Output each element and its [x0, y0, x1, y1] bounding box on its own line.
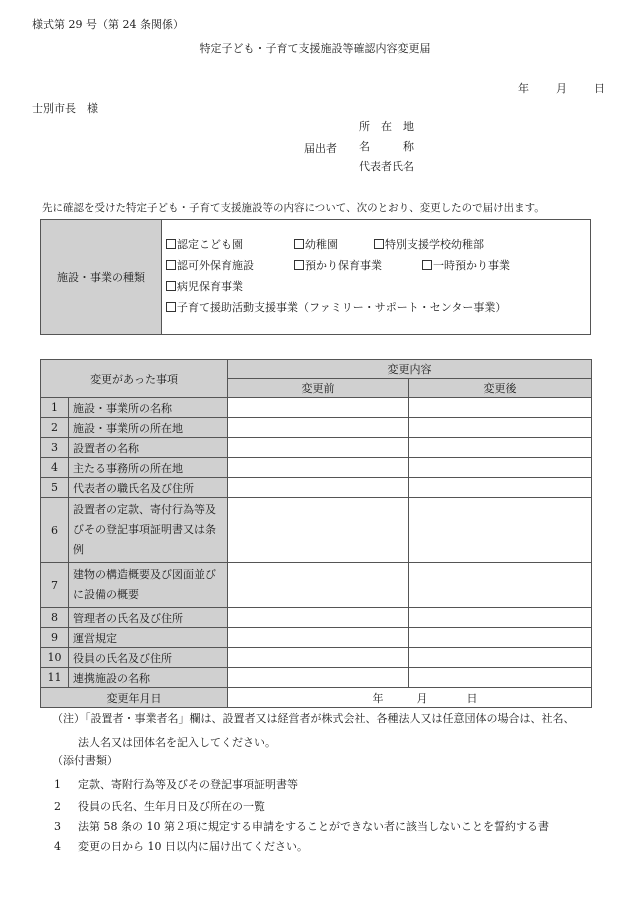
checkbox-icon	[374, 239, 384, 249]
row-number: 2	[41, 418, 69, 438]
option-label: 幼稚園	[305, 238, 338, 251]
after-cell[interactable]	[409, 458, 592, 478]
after-cell[interactable]	[409, 668, 592, 688]
column-header-after: 変更後	[409, 379, 592, 398]
row-number: 6	[41, 498, 69, 563]
option-label: 認定こども園	[177, 238, 243, 251]
attachment-number: 1	[54, 778, 61, 791]
row-number: 7	[41, 563, 69, 608]
row-item: 施設・事業所の名称	[69, 398, 228, 418]
facility-options	[162, 220, 590, 334]
row-number: 8	[41, 608, 69, 628]
attachment-item	[54, 798, 265, 814]
checkbox-unlicensed-childcare[interactable]	[166, 257, 254, 273]
attachment-item	[54, 776, 298, 792]
document-title: 特定子ども・子育て支援施設等確認内容変更届	[199, 42, 431, 55]
option-label: 預かり保育事業	[305, 259, 382, 272]
checkbox-temporary-care[interactable]	[422, 257, 510, 273]
before-cell[interactable]	[228, 398, 409, 418]
applicant-representative-label: 代表者氏名	[359, 160, 414, 173]
date-year-label: 年	[518, 82, 529, 95]
checkbox-icon	[294, 239, 304, 249]
attachment-text: 法第 58 条の 10 第２項に規定する申請をすることができない者に該当しないことを誓約する書	[78, 820, 549, 833]
after-cell[interactable]	[409, 398, 592, 418]
form-number: 様式第 29 号（第 24 条関係）	[32, 18, 184, 31]
checkbox-icon	[166, 281, 176, 291]
row-number: 4	[41, 458, 69, 478]
before-cell[interactable]	[228, 563, 409, 608]
option-label: 特別支援学校幼稚部	[385, 238, 484, 251]
row-item: 連携施設の名称	[69, 668, 228, 688]
option-label: 一時預かり事業	[433, 259, 510, 272]
column-header-before: 変更前	[228, 379, 409, 398]
option-label: 病児保育事業	[177, 280, 243, 293]
date-day-label: 日	[594, 82, 605, 95]
option-label: 認可外保育施設	[177, 259, 254, 272]
checkbox-icon	[422, 260, 432, 270]
row-item: 設置者の名称	[69, 438, 228, 458]
applicant-label: 届出者	[304, 142, 337, 155]
change-date-year: 年	[372, 691, 384, 705]
checkbox-family-support[interactable]	[166, 299, 506, 315]
column-header-content: 変更内容	[228, 360, 592, 379]
checkbox-extended-care[interactable]	[294, 257, 382, 273]
table-row	[41, 628, 592, 648]
row-item: 主たる事務所の所在地	[69, 458, 228, 478]
attachment-item	[54, 818, 549, 834]
changes-table	[40, 359, 592, 708]
row-item: 代表者の職氏名及び住所	[69, 478, 228, 498]
before-cell[interactable]	[228, 418, 409, 438]
attachment-number: 2	[54, 800, 61, 813]
change-date-row	[41, 688, 592, 708]
row-item: 設置者の定款、寄付行為等及びその登記事項証明書又は条例	[69, 498, 228, 563]
change-date-field[interactable]	[228, 688, 592, 708]
checkbox-icon	[166, 239, 176, 249]
before-cell[interactable]	[228, 438, 409, 458]
applicant-address-label: 所 在 地	[359, 120, 414, 133]
after-cell[interactable]	[409, 608, 592, 628]
table-row	[41, 498, 592, 563]
checkbox-special-support-kindergarten[interactable]	[374, 236, 484, 252]
table-row	[41, 668, 592, 688]
attachment-number: 3	[54, 820, 61, 833]
table-row	[41, 563, 592, 608]
before-cell[interactable]	[228, 498, 409, 563]
checkbox-kindergarten[interactable]	[294, 236, 338, 252]
before-cell[interactable]	[228, 668, 409, 688]
after-cell[interactable]	[409, 478, 592, 498]
checkbox-sick-child-care[interactable]	[166, 278, 243, 294]
table-row	[41, 458, 592, 478]
after-cell[interactable]	[409, 498, 592, 563]
checkbox-certified-childcare[interactable]	[166, 236, 243, 252]
table-row	[41, 418, 592, 438]
table-row	[41, 438, 592, 458]
note-line-2: 法人名又は団体名を記入してください。	[78, 736, 276, 749]
change-date-day: 日	[466, 691, 478, 705]
row-item: 管理者の氏名及び住所	[69, 608, 228, 628]
attachments-title: （添付書類）	[52, 754, 118, 767]
checkbox-icon	[294, 260, 304, 270]
option-label: 子育て援助活動支援事業（ファミリー・サポート・センター事業）	[177, 301, 507, 314]
attachment-text: 役員の氏名、生年月日及び所在の一覧	[78, 800, 265, 813]
attachment-item	[54, 838, 308, 854]
after-cell[interactable]	[409, 563, 592, 608]
row-item: 役員の氏名及び住所	[69, 648, 228, 668]
before-cell[interactable]	[228, 608, 409, 628]
date-month-label: 月	[556, 82, 567, 95]
before-cell[interactable]	[228, 458, 409, 478]
column-header-item: 変更があった事項	[41, 360, 228, 398]
checkbox-icon	[166, 260, 176, 270]
after-cell[interactable]	[409, 438, 592, 458]
before-cell[interactable]	[228, 648, 409, 668]
after-cell[interactable]	[409, 418, 592, 438]
attachment-text: 定款、寄附行為等及びその登記事項証明書等	[78, 778, 298, 791]
facility-type-box	[40, 219, 591, 335]
row-number: 11	[41, 668, 69, 688]
attachment-text: 変更の日から 10 日以内に届け出てください。	[78, 840, 308, 853]
table-row	[41, 648, 592, 668]
row-number: 10	[41, 648, 69, 668]
note-line-1: （注）「設置者・事業者名」欄は、設置者又は経営者が株式会社、各種法人又は任意団体の場合は、社名、	[52, 712, 575, 725]
after-cell[interactable]	[409, 628, 592, 648]
addressee: 士別市長 様	[32, 102, 98, 115]
row-number: 1	[41, 398, 69, 418]
row-item: 施設・事業所の所在地	[69, 418, 228, 438]
intro-text: 先に確認を受けた特定子ども・子育て支援施設等の内容について、次のとおり、変更したので届け出ます。	[42, 202, 545, 214]
attachment-number: 4	[54, 840, 61, 853]
after-cell[interactable]	[409, 648, 592, 668]
table-row	[41, 608, 592, 628]
facility-type-header: 施設・事業の種類	[41, 220, 162, 334]
table-row	[41, 478, 592, 498]
applicant-name-label: 名 称	[359, 140, 414, 153]
row-item: 運営規定	[69, 628, 228, 648]
before-cell[interactable]	[228, 628, 409, 648]
row-number: 3	[41, 438, 69, 458]
change-date-label: 変更年月日	[41, 688, 228, 708]
row-number: 5	[41, 478, 69, 498]
table-row	[41, 398, 592, 418]
checkbox-icon	[166, 302, 176, 312]
row-item: 建物の構造概要及び図面並びに設備の概要	[69, 563, 228, 608]
change-date-month: 月	[416, 691, 428, 705]
before-cell[interactable]	[228, 478, 409, 498]
row-number: 9	[41, 628, 69, 648]
